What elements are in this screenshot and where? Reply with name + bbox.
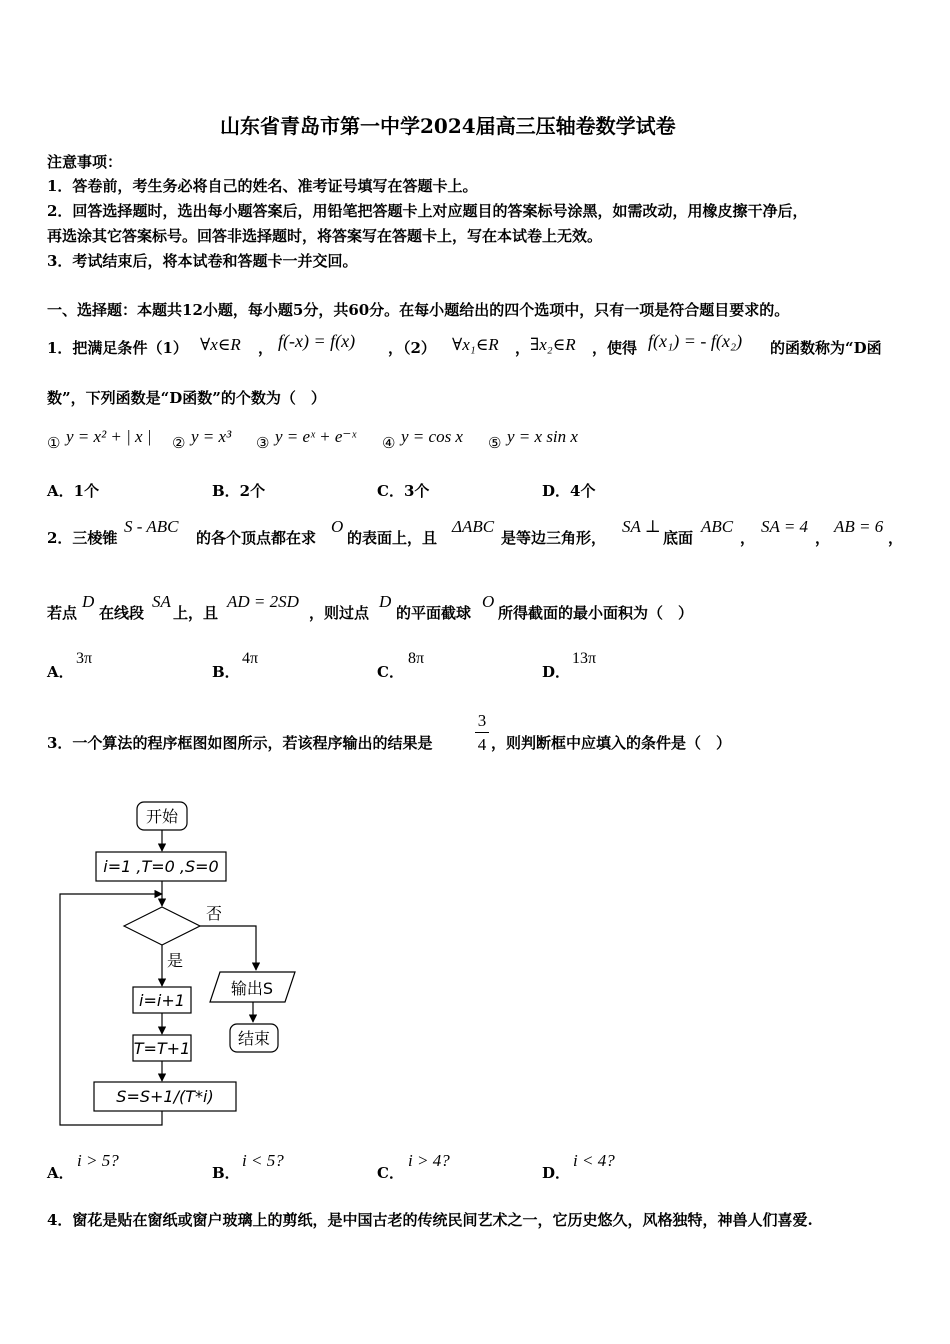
q2-option-b-label: B． [212, 663, 240, 681]
q1-option-b: B．2个 [212, 482, 266, 500]
note-2-cont: 再选涂其它答案标号。回答非选择题时，将答案写在答题卡上，写在本试卷上无效。 [47, 227, 603, 245]
q1-func-5: y = x sin x [507, 427, 578, 446]
q1-option-a: A．1个 [47, 482, 100, 500]
q1-math-forall-x: ∀x∈R [200, 335, 241, 354]
q2-math-abc: ABC [701, 517, 734, 536]
q3-text-1: 3．一个算法的程序框图如图所示，若该程序输出的结果是 [47, 734, 433, 752]
q3-option-d-value: i < 4? [573, 1151, 615, 1170]
flow-decision [124, 907, 200, 945]
flow-end-label: 结束 [237, 1029, 271, 1048]
q2-l2-text-6: 所得截面的最小面积为（ ） [498, 604, 694, 622]
note-3: 3．考试结束后，将本试卷和答题卡一并交回。 [47, 252, 358, 270]
q2-text-5: 底面 [663, 529, 694, 547]
q2-l2-text-1: 若点 [47, 604, 78, 622]
note-2: 2．回答选择题时，选出每小题答案后，用铅笔把答题卡上对应题目的答案标号涂黑，如需改动，用橡皮擦干净后， [47, 202, 808, 220]
flow-step2-label: T=T+1 [133, 1039, 191, 1058]
q2-option-d-label: D． [542, 663, 571, 681]
flow-start-label: 开始 [145, 807, 179, 826]
q1-option-d: D．4个 [542, 482, 596, 500]
q1-text-1: 1．把满足条件（1） [47, 339, 188, 357]
q2-math-o: O [331, 517, 344, 536]
q1-math-condition: f(x₁) = - f(x₂) [648, 331, 743, 351]
q2-comma-1: ， [740, 529, 756, 547]
q2-l2-text-2: 在线段 [99, 604, 145, 622]
q3-option-b-label: B． [212, 1164, 240, 1182]
notes-heading: 注意事项： [47, 153, 123, 171]
q1-func-5-num: ⑤ [488, 434, 502, 452]
q2-text-3: 的表面上，且 [347, 529, 438, 547]
q2-l2-math-d: D [82, 592, 95, 611]
q1-func-1-num: ① [47, 434, 61, 452]
q2-l2-math-d2: D [379, 592, 392, 611]
q1-func-2: y = x³ [191, 427, 232, 446]
q3-fraction-num: 3 [477, 711, 487, 730]
section-heading: 一、选择题：本题共12小题，每小题5分，共60分。在每小题给出的四个选项中，只有一项是符合题目要求的。 [47, 301, 790, 319]
flow-arrow-no [200, 926, 256, 970]
q3-option-a-label: A． [47, 1164, 74, 1182]
q1-func-3-num: ③ [256, 434, 270, 452]
q2-option-a-value: 3π [76, 650, 93, 667]
q1-text-3: ，使得 [592, 339, 638, 357]
q2-math-triangle: ΔABC [452, 517, 495, 536]
q3-option-c-value: i > 4? [408, 1151, 450, 1170]
q1-comma-1: ， [258, 339, 274, 357]
q2-l2-math-ad: AD = 2SD [227, 592, 299, 611]
q2-text-4: 是等边三角形， [501, 529, 607, 547]
q1-math-forall-x1: ∀x₁∈R [452, 335, 499, 354]
q3-option-a-value: i > 5? [77, 1151, 119, 1170]
q2-math-ab6: AB = 6 [834, 517, 884, 536]
q2-option-a-label: A． [47, 663, 74, 681]
flow-no-label: 否 [206, 904, 223, 923]
q3-option-c-label: C． [377, 1164, 404, 1182]
flow-output-label: 输出S [230, 979, 274, 998]
q2-option-d-value: 13π [572, 650, 597, 667]
flow-init-label: i=1 ,T=0 ,S=0 [103, 857, 219, 876]
flow-step3-label: S=S+1/(T*i) [116, 1087, 214, 1106]
q1-func-4: y = cos x [401, 427, 463, 446]
q2-math-tetra: S - ABC [124, 517, 179, 536]
q4-text: 4．窗花是贴在窗纸或窗户玻璃上的剪纸，是中国古老的传统民间艺术之一，它历史悠久，风格独特，神兽人们喜爱. [47, 1211, 813, 1229]
q1-math-even: f(-x) = f(x) [278, 331, 356, 351]
q1-func-4-num: ④ [382, 434, 396, 452]
q1-text-2: ，（2） [388, 339, 436, 357]
q2-l2-text-4: ，则过点 [309, 604, 370, 622]
q2-comma-2: ， [815, 529, 831, 547]
flow-step1-label: i=i+1 [139, 991, 185, 1010]
q2-option-c-label: C． [377, 663, 404, 681]
page-title: 山东省青岛市第一中学2024届高三压轴卷数学试卷 [220, 114, 676, 138]
q1-comma-2: ， [515, 339, 531, 357]
q1-text-line2: 数”，下列函数是“D函数”的个数为（ ） [47, 389, 326, 407]
q3-option-d-label: D． [542, 1164, 571, 1182]
q1-func-1: y = x² + | x | [66, 427, 152, 446]
q3-option-b-value: i < 5? [242, 1151, 284, 1170]
q2-math-sa4: SA = 4 [761, 517, 809, 536]
q1-text-4: 的函数称为“D函 [770, 339, 882, 357]
q2-text-1: 2．三棱锥 [47, 529, 118, 547]
q3-text-2: ，则判断框中应填入的条件是（ ） [491, 734, 732, 752]
q1-option-c: C．3个 [377, 482, 430, 500]
q1-func-2-num: ② [172, 434, 186, 452]
q2-option-b-value: 4π [242, 650, 259, 667]
q2-math-sa-perp: SA ⊥ [622, 517, 661, 536]
note-1: 1．答卷前，考生务必将自己的姓名、准考证号填写在答题卡上。 [47, 177, 478, 195]
q2-l2-text-3: 上，且 [173, 604, 219, 622]
q2-comma-3: ， [888, 529, 904, 547]
q2-l2-text-5: 的平面截球 [396, 604, 472, 622]
q3-fraction-den: 4 [477, 735, 487, 754]
q2-text-2: 的各个顶点都在求 [196, 529, 317, 547]
q2-option-c-value: 8π [408, 650, 425, 667]
q2-l2-math-sa: SA [152, 592, 171, 611]
flow-yes-label: 是 [167, 951, 184, 970]
q1-math-exists-x2: ∃x₂∈R [530, 335, 576, 354]
q1-func-3: y = eˣ + e⁻ˣ [275, 427, 357, 446]
q2-l2-math-o: O [482, 592, 495, 611]
